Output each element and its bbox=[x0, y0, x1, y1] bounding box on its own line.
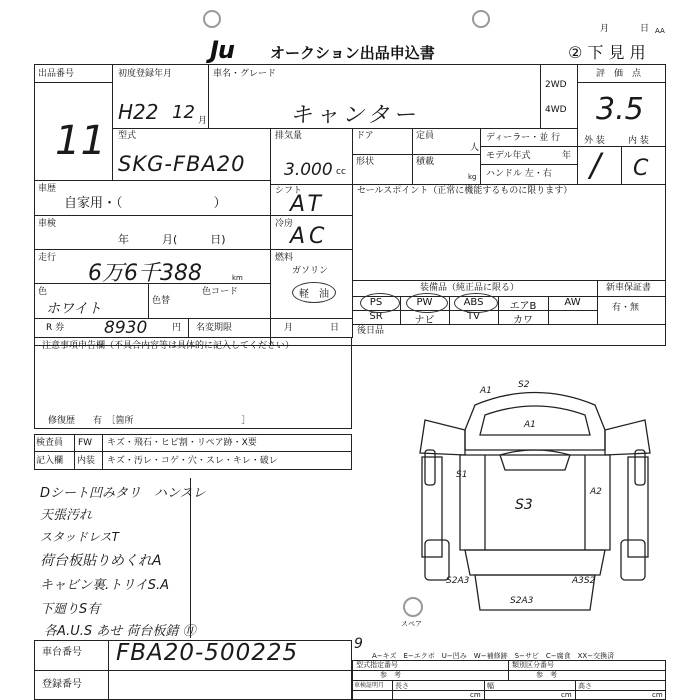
height-unit: cm bbox=[652, 691, 663, 699]
name-change-month: 月 bbox=[284, 323, 294, 333]
punch-hole bbox=[472, 10, 490, 28]
history-label: 車歴 bbox=[38, 184, 57, 194]
handle-label: ハンドル 左・右 bbox=[486, 169, 552, 179]
displacement-unit: cc bbox=[336, 167, 346, 177]
mark-s2a3-left: S2A3 bbox=[446, 576, 470, 586]
door-label: ドア bbox=[356, 131, 374, 141]
cooler-label: 冷房 bbox=[275, 219, 294, 229]
grade-value: 3.5 bbox=[596, 92, 644, 127]
length-label: 長さ bbox=[395, 682, 409, 690]
lot-no-value: 11 bbox=[55, 118, 106, 164]
car-diagram bbox=[400, 375, 670, 635]
car-name-value: キャンター bbox=[290, 103, 420, 128]
mark-s1: S1 bbox=[456, 470, 468, 480]
type-no-label: 型式指定番号 bbox=[356, 661, 398, 669]
note-line: スタッドレスT bbox=[40, 530, 119, 544]
lot-no-label: 出品番号 bbox=[38, 69, 75, 79]
height-label: 高さ bbox=[578, 682, 592, 690]
equip-sr: SR bbox=[369, 311, 383, 322]
day-label: 日 bbox=[640, 24, 650, 34]
first-reg-label: 初度登録年月 bbox=[118, 69, 173, 79]
fuel-diesel: 軽 油 bbox=[292, 282, 336, 303]
cooler-value: AC bbox=[290, 224, 329, 249]
car-name-label: 車名・グレード bbox=[213, 69, 277, 79]
color-label: 色 bbox=[38, 287, 48, 297]
notes-label: 注意事項申告欄（不具合内容等は具体的に記入してください） bbox=[42, 341, 295, 351]
interior-grade: C bbox=[633, 156, 649, 181]
grade-label: 評 価 点 bbox=[596, 69, 642, 79]
note-line: 下廻りS有 bbox=[40, 602, 101, 617]
fw-label: FW bbox=[78, 438, 93, 448]
class-no-label: 類別区分番号 bbox=[512, 661, 554, 669]
capacity-label: 定員 bbox=[416, 131, 435, 141]
name-change-label: 名変期限 bbox=[196, 323, 233, 333]
first-reg-era: H22 bbox=[118, 100, 159, 124]
dealer-label: ディーラー・並 行 bbox=[486, 133, 561, 143]
equip-navi: ナビ bbox=[414, 315, 435, 326]
drive-2wd: 2WD bbox=[545, 80, 567, 90]
equip-tv: TV bbox=[467, 311, 480, 322]
mark-a1-top: A1 bbox=[480, 386, 492, 396]
width-unit: cm bbox=[561, 691, 572, 699]
ref-1: 参 考 bbox=[380, 671, 401, 679]
mileage-label: 走行 bbox=[38, 253, 57, 263]
mark-a3s2-right: A3S2 bbox=[572, 576, 596, 586]
reg-label: 登録番号 bbox=[42, 679, 82, 690]
mark-s2-top: S2 bbox=[518, 380, 530, 390]
after-items-label: 後日品 bbox=[357, 326, 385, 336]
aa-label: AA bbox=[655, 27, 665, 35]
note-line: 各A.U.S あせ 荷台板錆 ⑪ bbox=[44, 624, 196, 639]
cert-label: 車検証明月 bbox=[354, 682, 385, 689]
equip-abs: ABS bbox=[463, 297, 484, 308]
year-unit: 年 bbox=[562, 151, 572, 161]
equip-airbag: エアB bbox=[509, 301, 537, 312]
sales-point-label: セールスポイント（正常に機能するものに限ります） bbox=[357, 186, 573, 196]
mileage-value: 6万6千388 bbox=[88, 261, 202, 286]
inspection-value: 年 月( 日) bbox=[118, 233, 226, 246]
fuel-label: 燃料 bbox=[275, 253, 294, 263]
inspection-label: 車検 bbox=[38, 219, 57, 229]
inspector-label: 検査員 bbox=[36, 438, 64, 448]
note-line: 天張汚れ bbox=[40, 508, 93, 523]
repair-history: 修復歴 有 ［箇所 ］ bbox=[48, 416, 251, 426]
copy-type: ② 下 見 用 bbox=[568, 43, 646, 62]
equipment-header: 装備品（純正品に限る） bbox=[420, 283, 520, 293]
equip-leather: カワ bbox=[513, 315, 533, 326]
recycle-value: 8930 bbox=[104, 318, 148, 338]
punch-hole bbox=[203, 10, 221, 28]
name-change-day: 日 bbox=[330, 323, 340, 333]
model-label: 型式 bbox=[118, 131, 137, 141]
exterior-grade: / bbox=[590, 146, 601, 184]
ref-2: 参 考 bbox=[536, 671, 557, 679]
shift-value: AT bbox=[290, 192, 325, 217]
fw-options: キズ・飛石・ヒビ割・リペア跡・X要 bbox=[107, 438, 257, 448]
chassis-label: 車台番号 bbox=[42, 647, 82, 658]
capacity-unit: 人 bbox=[470, 143, 480, 153]
chassis-value: FBA20-500225 bbox=[116, 640, 299, 666]
load-label: 積載 bbox=[416, 157, 435, 167]
length-unit: cm bbox=[470, 691, 481, 699]
equip-pw: PW bbox=[416, 297, 433, 308]
fuel-gasoline: ガソリン bbox=[292, 266, 329, 276]
color-change-label: 色替 bbox=[152, 296, 171, 306]
month-suffix: 月 bbox=[198, 116, 208, 126]
warranty-label: 新車保証書 bbox=[606, 283, 652, 293]
displacement-label: 排気量 bbox=[275, 131, 303, 141]
interior-insp-label: 内装 bbox=[77, 456, 96, 466]
shift-label: シフト bbox=[275, 186, 303, 196]
shape-label: 形状 bbox=[356, 157, 375, 167]
model-value: SKG-FBA20 bbox=[118, 152, 246, 176]
interior-options: キズ・汚レ・コゲ・穴・スレ・キレ・破レ bbox=[107, 456, 278, 466]
mark-s3: S3 bbox=[515, 497, 533, 513]
page-mark: 9 bbox=[354, 636, 363, 652]
ps-circle bbox=[360, 293, 400, 313]
load-unit: kg bbox=[468, 173, 477, 181]
spare-label: スペア bbox=[401, 620, 422, 628]
first-reg-month: 12 bbox=[172, 102, 195, 123]
equip-aw: AW bbox=[564, 297, 581, 308]
damage-legend: A−キズ E−エクボ U−凹み W−補修跡 S−サビ C−腐食 XX−交換済 bbox=[372, 652, 615, 660]
pw-circle bbox=[406, 293, 448, 313]
form-title: オークション出品申込書 bbox=[270, 44, 435, 62]
mark-s2a3-rear: S2A3 bbox=[510, 596, 534, 606]
recycle-unit: 円 bbox=[172, 323, 182, 333]
interior-label: 内 装 bbox=[628, 136, 649, 146]
recycle-label: R 券 bbox=[46, 323, 65, 333]
mileage-unit: km bbox=[232, 274, 243, 282]
logo: Ju bbox=[210, 36, 235, 64]
history-value: 自家用・（ ） bbox=[64, 196, 227, 211]
width-label: 幅 bbox=[487, 682, 494, 690]
note-line: Dシート凹みタリ ハンスレ bbox=[40, 486, 206, 501]
entry-label: 記入欄 bbox=[36, 456, 64, 466]
model-year-label: モデル年式 bbox=[486, 151, 531, 161]
mark-a2: A2 bbox=[590, 487, 602, 497]
equip-ps: PS bbox=[369, 297, 383, 308]
note-line: 荷台板貼りめくれA bbox=[40, 553, 162, 569]
exterior-label: 外 装 bbox=[584, 136, 605, 146]
color-value: ホワイト bbox=[46, 301, 102, 317]
abs-circle bbox=[454, 293, 498, 313]
color-code-label: 色コード bbox=[202, 287, 239, 297]
month-label: 月 bbox=[600, 24, 610, 34]
warranty-value: 有・無 bbox=[612, 303, 640, 313]
mark-a1-cab: A1 bbox=[524, 420, 536, 430]
displacement-value: 3.000 bbox=[284, 160, 333, 180]
drive-4wd: 4WD bbox=[545, 105, 567, 115]
note-line: キャビン裏.トリイS.A bbox=[40, 578, 170, 593]
